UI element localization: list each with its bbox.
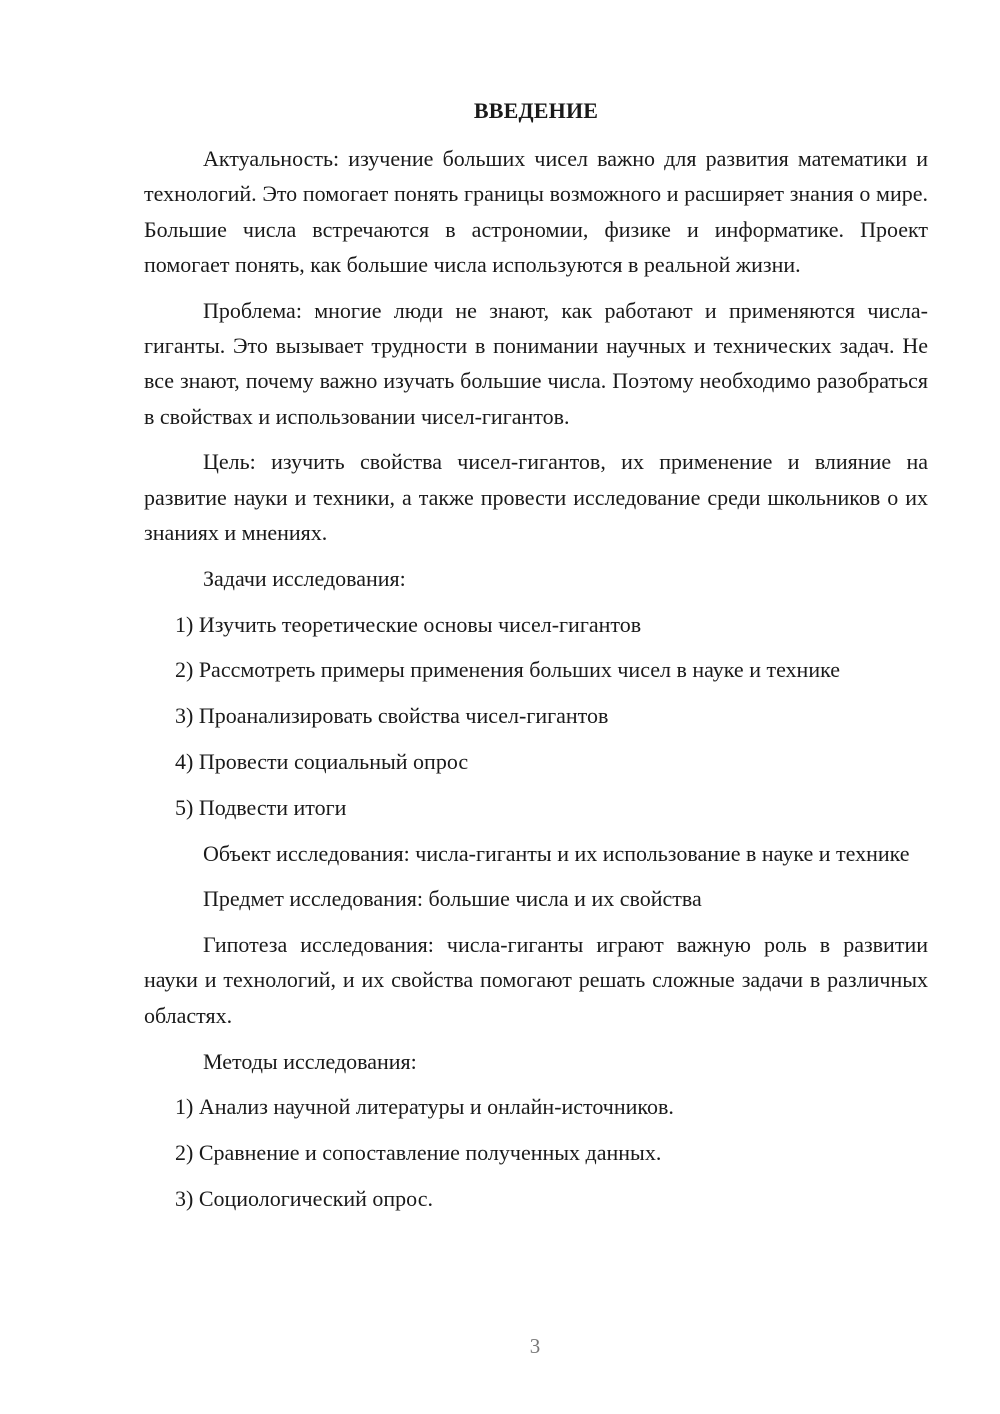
list-item: 4) Провести социальный опрос xyxy=(175,748,469,774)
tasks-heading: Задачи исследования: xyxy=(203,565,406,591)
list-item: 1) Изучить теоретические основы чисел-гигантов xyxy=(175,611,642,637)
subject-paragraph: Предмет исследования: большие числа и их свойства xyxy=(203,886,702,912)
list-item: 5) Подвести итоги xyxy=(175,794,347,820)
document-body xyxy=(144,141,928,1227)
object-paragraph: Объект исследования: числа-гиганты и их использование в науке и технике xyxy=(203,840,910,866)
list-item: 2) Сравнение и сопоставление полученных данных. xyxy=(175,1140,662,1166)
list-item: 3) Социологический опрос. xyxy=(175,1185,433,1211)
methods-heading: Методы исследования: xyxy=(203,1048,417,1074)
page-title: ВВЕДЕНИЕ xyxy=(473,98,599,123)
methods-list xyxy=(144,1089,928,1216)
actuality-paragraph: Актуальность: изучение больших чисел важно для развития математики и технологий. Это помогает понять границы возможного и расширяет знания о мире. Большие числа встречаются в астрономии, физике и информатике. Проект помогает понять, как большие числа используются в реальной жизни. xyxy=(144,146,928,277)
goal-paragraph: Цель: изучить свойства чисел-гигантов, их применение и влияние на развитие науки и техники, а также провести исследование среди школьников о их знаниях и мнениях. xyxy=(144,449,928,545)
tasks-list xyxy=(144,607,928,825)
page-number: 3 xyxy=(529,1334,541,1358)
list-item: 1) Анализ научной литературы и онлайн-источников. xyxy=(175,1094,674,1120)
hypothesis-paragraph: Гипотеза исследования: числа-гиганты играют важную роль в развитии науки и технологий, и их свойства помогают решать сложные задачи в различных областях. xyxy=(144,932,928,1028)
problem-paragraph: Проблема: многие люди не знают, как работают и применяются числа-гиганты. Это вызывает трудности в понимании научных и технических задач. Не все знают, почему важно изучать большие числа. Поэтому необходимо разобраться в свойствах и использовании чисел-гигантов. xyxy=(144,297,928,429)
list-item: 3) Проанализировать свойства чисел-гигантов xyxy=(175,703,609,729)
list-item: 2) Рассмотреть примеры применения больших чисел в науке и технике xyxy=(175,657,841,683)
